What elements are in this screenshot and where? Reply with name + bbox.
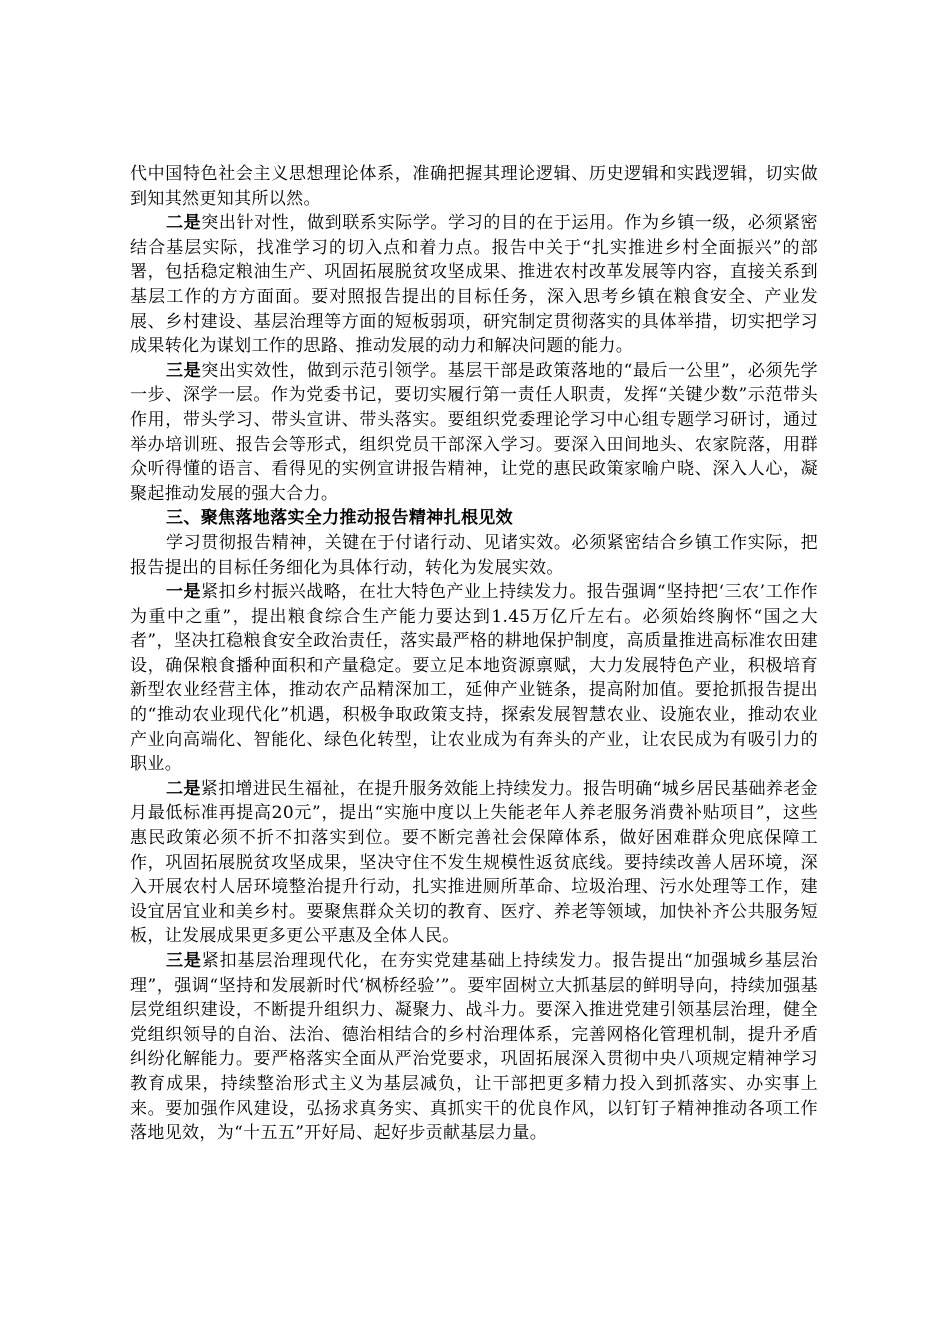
paragraph-lead: 三是 xyxy=(166,951,202,971)
section-heading xyxy=(130,506,818,531)
paragraph xyxy=(130,949,818,1146)
paragraph-lead: 一是 xyxy=(166,582,202,603)
paragraph xyxy=(130,777,818,949)
paragraph-lead: 三是 xyxy=(166,360,202,381)
section-heading-text: 三、聚焦落地落实全力推动报告精神扎根见效 xyxy=(166,508,513,529)
paragraph-text: 紧扣基层治理现代化，在夯实党建基础上持续发力。报告提出“加强城乡基层治理”，强调“坚持和发展新时代‘枫桥经验’”。要牢固树立大抓基层的鲜明导向，持续加强基层党组织建设，不断提升组织力、凝聚力、战斗力。要深入推进党建引领基层治理，健全党组织领导的自治、法治、德治相结合的乡村治理体系，完善网格化管理机制，提升矛盾纠纷化解能力。要严格落实全面从严治党要求，巩固拓展深入贯彻中央八项规定精神学习教育成果，持续整治形式主义为基层减负，让干部把更多精力投入到抓落实、办实事上来。要加强作风建设，弘扬求真务实、真抓实干的优良作风，以钉钉子精神推动各项工作落地见效，为“十五五”开好局、起好步贡献基层力量。 xyxy=(130,951,818,1144)
paragraph-text: 紧扣增进民生福祉，在提升服务效能上持续发力。报告明确“城乡居民基础养老金月最低标准再提高20元”，提出“实施中度以上失能老年人养老服务消费补贴项目”，这些惠民政策必须不折不扣落实到位。要不断完善社会保障体系，做好困难群众兜底保障工作，巩固拓展脱贫攻坚成果，坚决守住不发生规模性返贫底线。要持续改善人居环境，深入开展农村人居环境整治提升行动，扎实推进厕所革命、垃圾治理、污水处理等工作，建设宜居宜业和美乡村。要聚焦群众关切的教育、医疗、养老等领域，加快补齐公共服务短板，让发展成果更多更公平惠及全体人民。 xyxy=(130,778,819,947)
paragraph xyxy=(130,162,818,211)
paragraph xyxy=(130,211,818,359)
paragraph xyxy=(130,580,818,777)
paragraph xyxy=(130,359,818,507)
paragraph-lead: 二是 xyxy=(166,778,201,799)
paragraph-text: 代中国特色社会主义思想理论体系，准确把握其理论逻辑、历史逻辑和实践逻辑，切实做到知其然更知其所以然。 xyxy=(130,164,818,209)
paragraph-lead: 二是 xyxy=(166,213,202,234)
paragraph-text: 突出实效性，做到示范引领学。基层干部是政策落地的“最后一公里”，必须先学一步、深学一层。作为党委书记，要切实履行第一责任人职责，发挥“关键少数”示范带头作用，带头学习、带头宣讲、带头落实。要组织党委理论学习中心组专题学习研讨，通过举办培训班、报告会等形式，组织党员干部深入学习。要深入田间地头、农家院落，用群众听得懂的语言、看得见的实例宣讲报告精神，让党的惠民政策家喻户晓、深入人心，凝聚起推动发展的强大合力。 xyxy=(130,360,819,504)
paragraph-text: 紧扣乡村振兴战略，在壮大特色产业上持续发力。报告强调“坚持把‘三农’工作作为重中之重”，提出粮食综合生产能力要达到1.45万亿斤左右。必须始终胸怀“国之大者”，坚决扛稳粮食安全政治责任，落实最严格的耕地保护制度，高质量推进高标准农田建设，确保粮食播种面积和产量稳定。要立足本地资源禀赋，大力发展特色产业，积极培育新型农业经营主体，推动农产品精深加工，延伸产业链条，提高附加值。要抢抓报告提出的“推动农业现代化”机遇，积极争取政策支持，探索发展智慧农业、设施农业，推动农业产业向高端化、智能化、绿色化转型，让农业成为有奔头的产业，让农民成为有吸引力的职业。 xyxy=(130,582,818,775)
paragraph-text: 突出针对性，做到联系实际学。学习的目的在于运用。作为乡镇一级，必须紧密结合基层实际，找准学习的切入点和着力点。报告中关于“扎实推进乡村全面振兴”的部署，包括稳定粮油生产、巩固拓展脱贫攻坚成果、推进农村改革发展等内容，直接关系到基层工作的方方面面。要对照报告提出的目标任务，深入思考乡镇在粮食安全、产业发展、乡村建设、基层治理等方面的短板弱项，研究制定贯彻落实的具体举措，切实把学习成果转化为谋划工作的思路、推动发展的动力和解决问题的能力。 xyxy=(130,213,819,357)
document-body xyxy=(130,162,818,1146)
paragraph-text: 学习贯彻报告精神，关键在于付诸行动、见诸实效。必须紧密结合乡镇工作实际，把报告提出的目标任务细化为具体行动，转化为发展实效。 xyxy=(130,532,818,578)
paragraph xyxy=(130,531,818,580)
